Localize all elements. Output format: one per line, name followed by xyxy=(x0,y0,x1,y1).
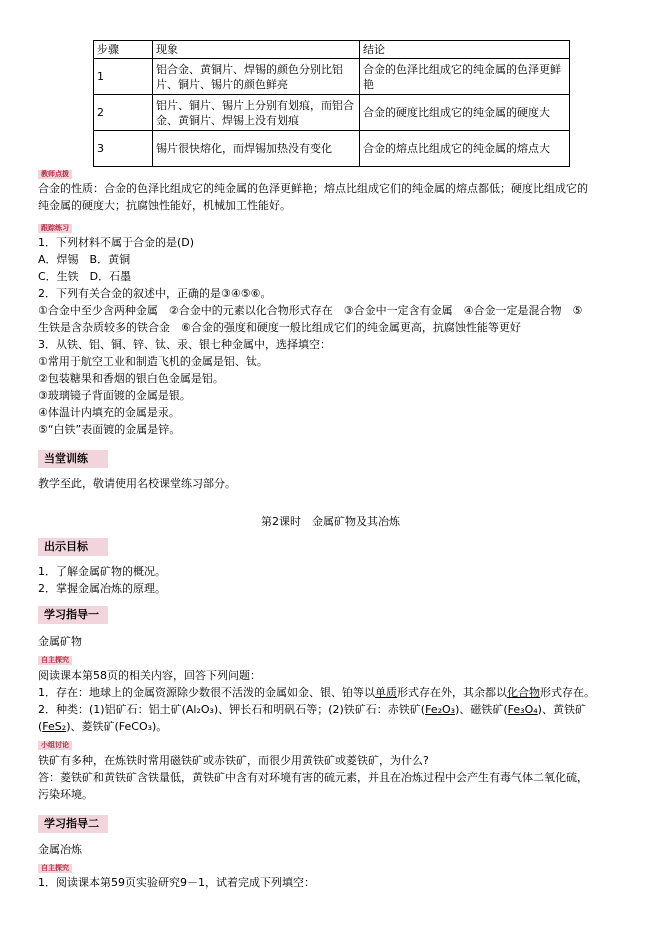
class-training-heading: 当堂训练 xyxy=(38,450,108,468)
header-conclusion: 结论 xyxy=(360,41,570,59)
summary-line: 纯金属的硬度大；抗腐蚀性能好，机械加工性能好。 xyxy=(38,199,291,212)
discussion-question: 铁矿有多种，在炼铁时常用磁铁矿或赤铁矿，而很少用黄铁矿或菱铁矿，为什么? xyxy=(38,754,429,767)
guide-one-heading: 学习指导一 xyxy=(38,606,108,624)
cell-phenomenon: 铝合金、黄铜片、焊锡的颜色分别比铝片、铜片、锡片的颜色鲜亮 xyxy=(153,59,360,95)
cell-conclusion: 合金的色泽比组成它的纯金属的色泽更鲜艳 xyxy=(360,59,570,95)
header-step: 步骤 xyxy=(94,41,153,59)
experiment-table xyxy=(93,40,570,167)
cell-step: 3 xyxy=(94,131,153,167)
table-row xyxy=(94,131,570,167)
group-discussion-tag: 小组讨论 xyxy=(38,741,72,750)
self-study-tag: 自主探究 xyxy=(38,656,72,665)
guide-one-topic: 金属矿物 xyxy=(38,635,82,648)
lesson-title: 第2课时 金属矿物及其冶炼 xyxy=(261,515,400,528)
question-3-item: ③玻璃镜子背面镀的金属是银。 xyxy=(38,389,191,402)
goal-item: 2．掌握金属冶炼的原理。 xyxy=(38,582,166,595)
cell-phenomenon: 铝片、铜片、锡片上分别有划痕，而铝合金、黄铜片、焊锡上没有划痕 xyxy=(153,95,360,131)
question-1-options: C．生铁 D．石墨 xyxy=(38,270,132,283)
question-1: 1．下列材料不属于合金的是(D) xyxy=(38,236,195,249)
discussion-answer: 污染环境。 xyxy=(38,788,93,801)
cell-step: 1 xyxy=(94,59,153,95)
existence-line: 1．存在：地球上的金属资源除少数很不活泼的金属如金、银、铂等以单质形式存在外，其余都以化合物形式存在。 xyxy=(38,686,595,699)
ore-types-line: (FeS₂)、菱铁矿(FeCO₃)。 xyxy=(38,720,168,733)
guide-two-task: 1．阅读课本第59页实验研究9－1，试着完成下列填空： xyxy=(38,876,315,889)
ore-types-line: 2．种类：(1)铝矿石：铝土矿(Al₂O₃)、钾长石和明矾石等；(2)铁矿石：赤铁矿(Fe₂O₃)、磁铁矿(Fe₃O₄)、黄铁矿 xyxy=(38,703,586,716)
header-phenomenon: 现象 xyxy=(153,41,360,59)
goal-item: 1．了解金属矿物的概况。 xyxy=(38,565,166,578)
question-3-item: ②包装糖果和香烟的银白色金属是铝。 xyxy=(38,372,224,385)
cell-conclusion: 合金的硬度比组成它的纯金属的硬度大 xyxy=(360,95,570,131)
cell-conclusion: 合金的熔点比组成它的纯金属的熔点大 xyxy=(360,131,570,167)
question-3: 3．从铁、铝、铜、锌、钛、汞、银七种金属中，选择填空： xyxy=(38,338,331,351)
self-study-tag: 自主探究 xyxy=(38,864,72,873)
discussion-answer: 答：菱铁矿和黄铁矿含铁量低，黄铁矿中含有对环境有害的硫元素，并且在冶炼过程中会产生有毒气体二氧化硫， xyxy=(38,771,588,784)
question-2-options: 生铁是含杂质较多的铁合金 ⑥合金的强度和硬度一般比组成它们的纯金属更高，抗腐蚀性能等更好 xyxy=(38,321,521,334)
question-3-item: ④体温计内填充的金属是汞。 xyxy=(38,406,180,419)
class-training-text: 教学至此，敬请使用名校课堂练习部分。 xyxy=(38,477,236,490)
guide-one-intro: 阅读课本第58页的相关内容，回答下列问题： xyxy=(38,669,261,682)
summary-line: 合金的性质：合金的色泽比组成它的纯金属的色泽更鲜艳；熔点比组成它们的纯金属的熔点都低；硬度比组成它的 xyxy=(38,182,588,195)
goals-heading: 出示目标 xyxy=(38,538,108,556)
question-2-options: ①合金中至少含两种金属 ②合金中的元素以化合物形式存在 ③合金中一定含有金属 ④合金一定是混合物 ⑤ xyxy=(38,304,583,317)
table-row xyxy=(94,59,570,95)
guide-two-topic: 金属冶炼 xyxy=(38,843,82,856)
question-3-item: ⑤“白铁”表面镀的金属是锌。 xyxy=(38,423,181,436)
cell-phenomenon: 锡片很快熔化，而焊锡加热没有变化 xyxy=(153,131,360,167)
table-row xyxy=(94,95,570,131)
guide-two-heading: 学习指导二 xyxy=(38,815,108,833)
question-2: 2．下列有关合金的叙述中，正确的是③④⑤⑥。 xyxy=(38,287,272,300)
practice-tag: 跟踪练习 xyxy=(38,224,72,233)
question-1-options: A．焊锡 B．黄铜 xyxy=(38,253,131,266)
question-3-item: ①常用于航空工业和制造飞机的金属是铝、钛。 xyxy=(38,355,268,368)
teacher-tip-tag: 教师点拨 xyxy=(38,170,72,179)
cell-step: 2 xyxy=(94,95,153,131)
